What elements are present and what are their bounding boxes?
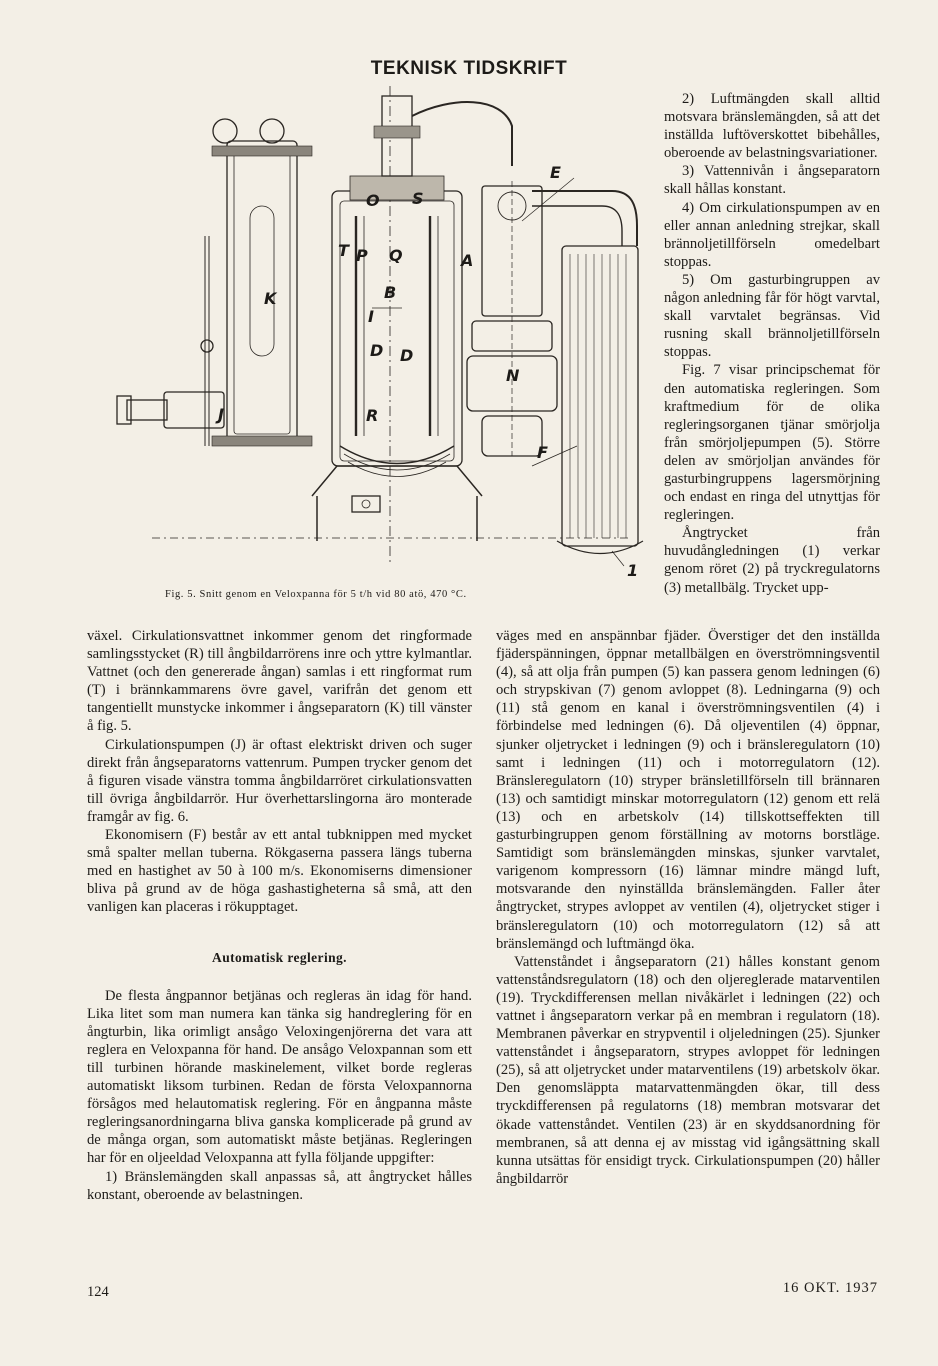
right-column-top [664,90,880,597]
figure-caption: Fig. 5. Snitt genom en Veloxpanna för 5 t/h vid 80 atö, 470 °C. [165,589,467,600]
figure-label: B [384,283,397,302]
figure-label: R [366,406,379,425]
issue-date: 16 OKT. 1937 [782,1280,878,1296]
figure-boiler-section [112,86,668,591]
figure-label: D [370,341,384,360]
paragraph: Cirkulationspumpen (J) är oftast elektriskt driven och suger direkt från ångseparatorns vattenrum. Pumpen trycker genom det å figuren visade vänstra tomma ångbildarröret cirkulationsvatten till övriga ångbildarrör. Hur överhettarslingorna äro monterade framgår av fig. 6. [87,736,472,825]
paragraph: 2) Luftmängden skall alltid motsvara bränslemängden, så att det inställda luftöverskottet bibehålles, oberoende av belastningsvariationer. [664,91,880,162]
right-column-bottom [496,627,880,1188]
paragraph: De flesta ångpannor betjänas och regleras än idag för hand. Lika litet som man numera kan tänka sig handreglering för en ångturbin, lika orimligt ansågo Veloxingenjörerna det vara att reglera en Veloxpanna för hand. De ansågo Veloxpannan som ett till turbinen hörande maskinelement, vilket borde regleras automatiskt liksom turbinen. Redan de första Veloxpannorna försågos med helautomatisk reglering. För en ångpanna måste regleringsanordningarna bliva ganska komplicerade på grund av de många organ, som automatiskt måste betjänas. Regleringen har för en oljeeldad Veloxpanna att fylla följande uppgifter: [87,987,472,1167]
page-number: 124 [87,1284,109,1300]
paragraph: 1) Bränslemängden skall anpassas så, att ångtrycket hålles konstant, oberoende av belastningen. [87,1168,472,1203]
figure-label: D [400,346,414,365]
figure-label: S [412,189,424,208]
figure-label: T [338,241,349,260]
paragraph: Ekonomisern (F) består av ett antal tubknippen med mycket små spalter mellan tuberna. Rökgaserna passera längs tuberna med en hastighet av 50 à 100 m/s. Ekonomiserns dimensioner bliva på grund av de höga gashastigheterna så små, att den vanligen kan placeras i rökupptaget. [87,827,472,916]
figure-label: A [461,251,474,270]
paragraph: 3) Vattennivån i ångseparatorn skall hållas konstant. [664,163,880,198]
paragraph: Vattenståndet i ångseparatorn (21) hålles konstant genom vattenståndsregulatorn (18) och den oljereglerade matarventilen (19). Tryckdifferensen mellan nivåkärlet i ledningen (22) och vattnet i ångseparatorn verkar på en membran i regulatorn (18). Membranen påverkar en strypventil i oljeledningen (25). Sjunker vattenståndet i ångseparatorn, strypes avloppet för ledningen (25), så att oljetrycket under matarventilens (19) arbetskolv ökar. Den genomsläppta matarvattenmängden ökar, till dess tryckdifferensen på regulatorns (18) membran motsvarar det ökade vattenståndet. Ventilen (23) är en skyddsanordning för membranen, så att denna ej av misstag vid igångsättning skall kunna utsättas för ensidigt tryck. Cirkulationspumpen (20) håller ångbildarrör [496,953,880,1187]
figure-label: E [550,163,561,182]
boiler-section-drawing [112,86,668,591]
figure-label: J [218,405,224,424]
figure-label: N [506,366,520,385]
figure-label: O [366,191,380,210]
paragraph: växel. Cirkulationsvattnet inkommer genom det ringformade samlingsstycket (R) till ångbildarrörens inre och yttre kylmantlar. Vattnet (och den genererade ångan) samlas i ett ringformat rum (T) i brännkammarens övre gavel, varifrån det genom ett tangentiellt munstycke inkommer i ångseparatorn (K) till vänster å fig. 5. [87,628,472,735]
paragraph: Ångtrycket från huvudångledningen (1) verkar genom röret (2) på tryckregulatorns (3) metallbälg. Trycket upp- [664,525,880,596]
paragraph: 5) Om gasturbingruppen av någon anledning får för högt varvtal, skall varvtalet begränsas. Vid rusning skall brännoljetillförseln stoppas. [664,271,880,361]
section-heading: Automatisk reglering. [212,949,347,965]
paragraph: 4) Om cirkulationspumpen av en eller annan anledning strejkar, skall brännoljetillförseln omedelbart stoppas. [664,199,880,270]
paragraph: Fig. 7 visar principschemat för den automatiska regleringen. Som kraftmedium för de olika regleringsorganen tjänar smörjolja från smörjoljepumpen (5). Större delen av smörjoljan användes för gasturbingruppens lagersmörjning och endast en ringa del utnyttjas för regleringen. [664,362,880,524]
figure-label: Q [389,246,403,265]
figure-label: I [368,307,374,326]
figure-label: P [356,246,368,265]
figure-label: F [537,443,548,462]
left-column [87,627,472,1204]
paragraph: väges med en anspännbar fjäder. Överstiger det den inställda fjäderspänningen, öppnar metallbälgen en överströmningsventil (4), så att olja från pumpen (5) kan passera genom ledningen (6) och strypskivan (7) genom avloppet (8). Ledningarna (9) och (11) stå genom en kanal i överströmningsventilen (4) i förbindelse med ledningen (6). Då oljeventilen (4) öppnar, sjunker oljetrycket i ledningen (9) och i bränsleregulatorn (10) samt i ledningen (11) och i motorregulatorn (12). Bränsleregulatorn (10) stryper bränsletillförseln till brännaren (13) och samtidigt minskar motorregulatorn (12) genom ett relä (13) och en arbetskolv (14) tillskottseffekten till gasturbingruppen genom förställning av motorns borstläge. Samtidigt som bränslemängden minskas, sjunker varvtalet, varigenom kompressorn (16) lämnar mindre mängd luft, motsvarande den nyinställda bränslemängden. Faller åter ångtrycket, strypes avloppet av ventilen (4), oljetrycket stiger i bränsleregulatorn (10) och motorregulatorn (12) så att bränslemängd och luftmängd öka. [496,628,880,952]
figure-label: K [264,289,277,308]
figure-label: 1 [627,561,639,580]
journal-title: TEKNISK TIDSKRIFT [370,58,568,79]
